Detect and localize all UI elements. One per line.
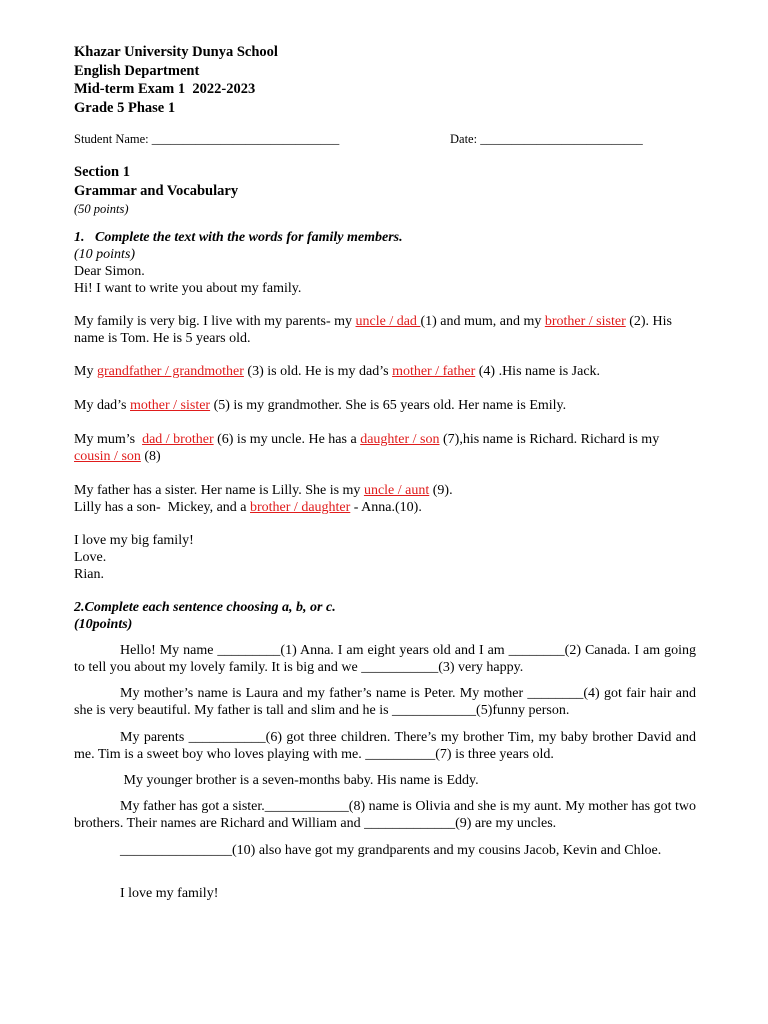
text: (9). [429,483,453,498]
answer-2: brother / sister [544,314,626,329]
answer-6: dad / brother [142,432,214,447]
task2-heading [74,599,696,633]
grade-phase: Grade 5 Phase 1 [74,99,176,116]
student-line [74,131,696,148]
answer-5: mother / sister [130,398,211,413]
text: Lilly has a son- Mickey, and a [74,500,250,515]
text: (8) [140,449,161,464]
answer-10: brother / daughter [250,500,351,515]
text: (4) .His name is Jack. [475,364,601,379]
task1-heading [74,229,696,297]
text: (5) is my grandmother. She is 65 years old. Her name is Emily. [210,398,567,413]
task1-paragraph-2 [74,363,696,380]
text: (1) and mum, and my [420,314,545,329]
exam-header [74,43,696,117]
answer-7: daughter / son [360,432,440,447]
section-subtitle: Grammar and Vocabulary [74,182,239,199]
answer-9: uncle / aunt [363,483,430,498]
answer-8: cousin / son [74,449,141,464]
section-title: Section 1 [74,164,130,180]
text: My family is very big. I live with my parents- my [74,314,356,329]
department: English Department [74,62,200,79]
letter-intro: Hi! I want to write you about my family. [74,281,302,296]
task2-points: (10points) [74,617,133,632]
text: (6) is my uncle. He has a [213,432,361,447]
task2-paragraph: My mother’s name is Laura and my father’s name is Peter. My mother ________(4) got fair hair and she is very beautiful. My father is tall and slim and he is ____________(5)funny person. [74,686,696,718]
task1-paragraph-3 [74,397,696,414]
closing-line: I love my big family! [74,533,194,548]
section-heading [74,163,696,218]
text: (3) is old. He is my dad’s [243,364,393,379]
text: My [74,364,97,379]
student-name-field[interactable]: Student Name: ______________________________ [74,132,340,146]
task1-points: (10 points) [74,247,136,262]
task1-instruction: 1. Complete the text with the words for family members. [74,230,403,245]
task1-paragraph-1 [74,313,696,347]
date-field[interactable]: Date: __________________________ [450,132,643,146]
closing-line: Love. [74,550,107,565]
text: (2). His name is Tom. He is 5 years old. [74,314,673,346]
task2-paragraph: Hello! My name _________(1) Anna. I am eight years old and I am ________(2) Canada. I am going to tell you about my lovely family. It is big and we ___________(3) very happy. [74,643,696,675]
task1-paragraph-5 [74,482,696,516]
task2-paragraph: My younger brother is a seven-months baby. His name is Eddy. [120,773,479,788]
text: (7),his name is Richard. Richard is my [439,432,660,447]
task2-instruction: 2.Complete each sentence choosing a, b, or c. [74,600,336,615]
answer-4: mother / father [392,364,476,379]
section-points: (50 points) [74,202,129,216]
letter-greeting: Dear Simon. [74,264,145,279]
text: My father has a sister. Her name is Lilly. She is my [74,483,364,498]
text: - Anna.(10). [350,500,422,515]
task2-paragraph: ________________(10) also have got my grandparents and my cousins Jacob, Kevin and Chloe. [120,843,662,858]
letter-closing [74,532,696,583]
answer-1: uncle / dad [355,314,421,329]
task2-paragraph: I love my family! [120,886,219,901]
exam-title: Mid-term Exam 1 2022-2023 [74,81,256,97]
text: My dad’s [74,398,130,413]
task1-paragraph-4 [74,431,696,465]
text: My mum’s [74,432,143,447]
task2-paragraph: My parents ___________(6) got three children. There’s my brother Tim, my baby brother David and me. Tim is a sweet boy who loves playing with me. __________(7) is three years old. [74,730,696,762]
task2-paragraph: My father has got a sister.____________(8) name is Olivia and she is my aunt. My mother has got two brothers. Their names are Richard and William and _____________(9) are my uncles. [74,799,696,831]
school-name: Khazar University Dunya School [74,44,278,60]
closing-line: Rian. [74,567,104,582]
answer-3: grandfather / grandmother [96,364,244,379]
